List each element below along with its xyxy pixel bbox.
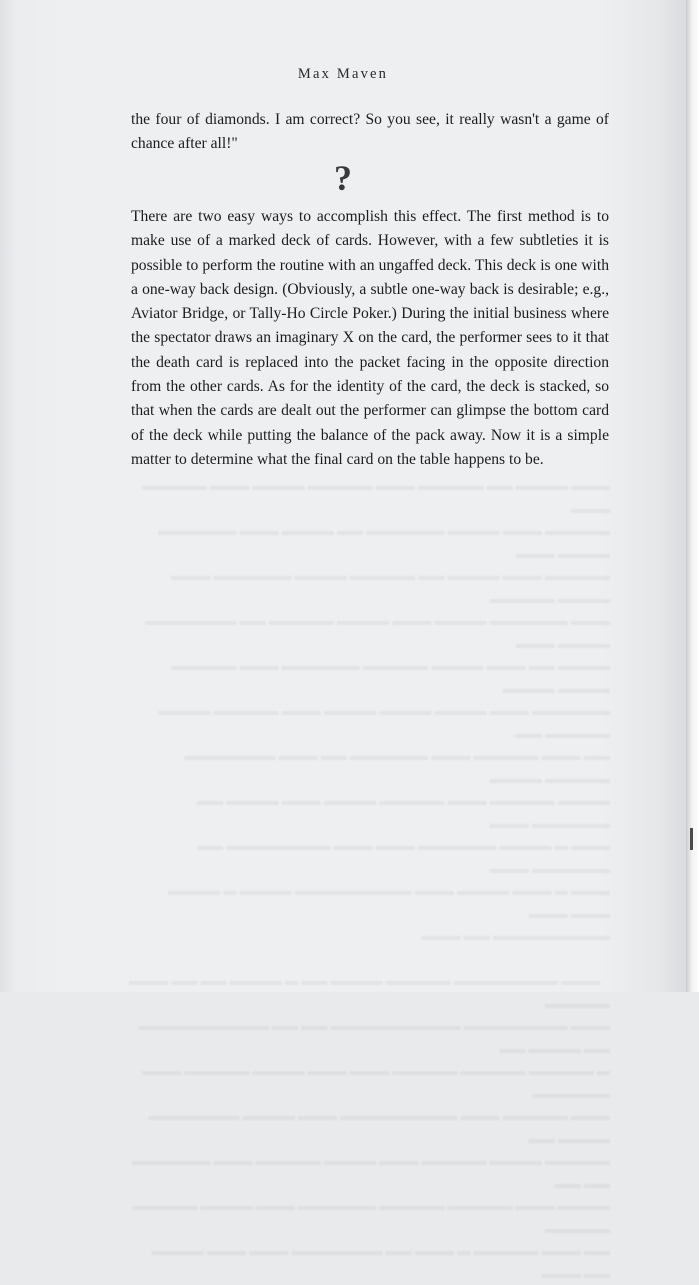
- running-head: Max Maven: [297, 66, 389, 82]
- show-through-texture: ▬▬▬ ▬▬▬▬ ▬▬ ▬▬▬▬▬ ▬▬▬ ▬▬▬▬▬ ▬▬▬▬ ▬▬▬ ▬▬▬▬▬ ▬▬▬ ▬▬▬▬▬ ▬▬▬ ▬▬▬▬ ▬▬▬▬▬▬ ▬▬ ▬▬▬▬ ▬▬▬ ▬▬▬▬▬▬ ▬▬▬▬ ▬▬▬ ▬▬▬▬▬ ▬▬▬ ▬▬▬▬ ▬▬ ▬▬▬▬▬ ▬▬▬▬ ▬▬▬▬▬▬ ▬▬▬ ▬▬▬▬ ▬▬▬▬▬ ▬▬▬ ▬▬▬▬▬▬ ▬▬▬▬ ▬▬▬ ▬▬▬▬ ▬▬▬▬▬ ▬▬ ▬▬▬▬▬▬▬ ▬▬▬▬ ▬▬▬ ▬▬▬▬ ▬▬ ▬▬▬ ▬▬▬▬ ▬▬▬▬▬ ▬▬▬▬▬▬ ▬▬▬ ▬▬▬▬▬ ▬▬▬▬ ▬▬▬▬ ▬▬▬▬▬▬ ▬▬▬ ▬▬▬▬ ▬▬▬▬ ▬▬▬▬ ▬▬▬ ▬▬▬▬▬ ▬▬▬▬ ▬▬▬▬▬ ▬▬ ▬▬ ▬▬▬ ▬▬▬▬▬ ▬▬▬ ▬▬▬▬▬▬ ▬▬ ▬▬▬ ▬▬▬▬▬▬▬ ▬▬▬▬▬ ▬▬▬▬ ▬▬▬▬ ▬▬▬▬▬ ▬▬▬ ▬▬▬▬▬ ▬▬▬▬ ▬▬▬ ▬▬▬▬ ▬▬ ▬▬▬▬▬▬ ▬▬▬ ▬▬▬ ▬ ▬▬▬▬ ▬▬▬▬▬▬ ▬▬▬ ▬▬▬ ▬▬▬▬▬▬▬▬ ▬▬ ▬▬▬▬▬▬ ▬▬▬ ▬▬▬ ▬ ▬▬▬ ▬▬▬▬ ▬▬▬ ▬▬▬▬▬▬▬▬▬ ▬▬▬▬ ▬ ▬▬▬▬ ▬▬▬ ▬▬▬ ▬▬▬▬▬▬▬▬▬ ▬▬ ▬▬▬ ▬▬▬ ▬▬▬▬▬▬▬▬ ▬▬▬▬▬ ▬▬▬▬ ▬▬ ▬ ▬▬▬▬ ▬▬ ▬▬ ▬▬▬ ▬▬▬▬▬ ▬▬▬ ▬▬▬▬▬▬▬▬ ▬▬▬▬▬▬▬▬▬▬ ▬▬ ▬▬ ▬▬▬▬▬▬▬▬▬▬ ▬▬ ▬▬▬▬ ▬▬ ▬ ▬▬▬▬▬ ▬▬▬▬▬ ▬▬▬▬▬ ▬▬▬ ▬▬▬ ▬▬▬▬ ▬▬▬▬▬ ▬▬▬ ▬▬▬▬▬▬ ▬▬▬ ▬▬▬▬▬ ▬▬▬ ▬▬▬▬▬▬▬▬▬ ▬▬▬ ▬▬▬▬ ▬▬▬▬▬▬▬ ▬▬▬▬ ▬▬ ▬▬▬▬▬ ▬▬▬▬ ▬▬▬▬▬ ▬▬▬ ▬▬▬▬ ▬▬▬▬▬ ▬▬▬ ▬▬▬▬▬▬ ▬▬ ▬▬ ▬▬▬▬ ▬▬▬ ▬▬▬▬▬ ▬▬▬▬▬ ▬▬▬▬▬▬ ▬▬▬ ▬▬▬▬ ▬▬▬▬▬ ▬▬▬▬▬ ▬▬ ▬▬▬ ▬▬▬▬▬ ▬ ▬▬▬ ▬▬ ▬▬▬▬▬▬▬ ▬▬▬ ▬▬▬ ▬▬▬▬ ▬▬ ▬▬▬: [129, 478, 610, 1281]
- section-divider-question-mark: ?: [334, 158, 352, 198]
- spine-mark: [690, 828, 693, 850]
- paragraph-continued: the four of diamonds. I am correct? So you see, it really wasn't a game of chance after all!": [131, 111, 609, 153]
- paragraph-method: There are two easy ways to accomplish this effect. The first method is to make use of a marked deck of cards. However, with a few subtleties it is possible to perform the routine with an ungaffed deck. This deck is one with a one-way back design. (Obviously, a subtle one-way back is desirable; e.g., Aviator Bridge, or Tally-Ho Circle Poker.) During the initial business where the spectator draws an imaginary X on the card, the performer sees to it that the death card is replaced into the packet facing in the opposite direction from the other cards. As for the identity of the card, the deck is stacked, so that when the cards are dealt out the performer can glimpse the bottom card of the deck while putting the balance of the pack away. Now it is a simple matter to determine what the final card on the table happens to be.: [131, 208, 609, 468]
